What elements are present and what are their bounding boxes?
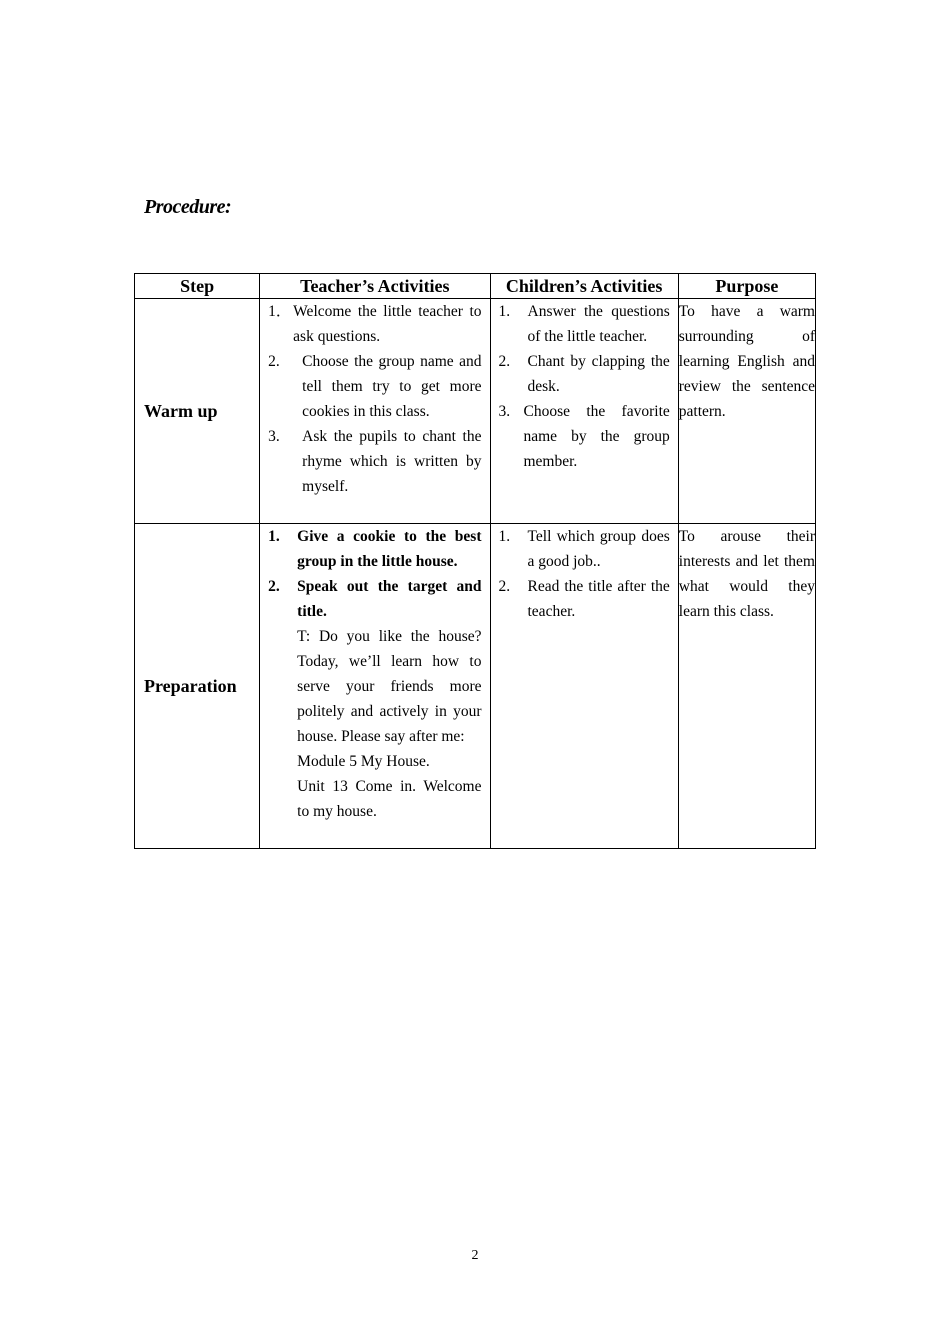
- step-preparation: Preparation: [135, 524, 260, 849]
- children-activities-cell: [490, 299, 678, 524]
- list-item: 2. Choose the group name and tell them try to get more cookies in this class.: [268, 353, 482, 420]
- procedure-heading: Procedure:: [144, 196, 232, 218]
- page-number: 2: [471, 1248, 479, 1263]
- list-item: 1． Welcome the little teacher to ask questions.: [268, 303, 482, 345]
- header-children-activities: Children’s Activities: [490, 274, 678, 299]
- purpose-cell: To arouse their interests and let them what would they learn this class.: [678, 524, 815, 849]
- list-item: 1. Answer the questions of the little teacher.: [498, 303, 670, 345]
- table-row: [135, 524, 816, 849]
- teacher-note: T: Do you like the house? Today, we’ll learn how to serve your friends more politely and actively in your house. Please say after me:: [297, 628, 482, 745]
- list-item: 2. Speak out the target and title.: [268, 578, 482, 620]
- header-step: Step: [135, 274, 260, 299]
- header-teacher-activities: Teacher’s Activities: [260, 274, 490, 299]
- list-item: 3. Ask the pupils to chant the rhyme which is written by myself.: [268, 428, 482, 495]
- teacher-note: Unit 13 Come in. Welcome to my house.: [297, 778, 482, 820]
- header-purpose: Purpose: [678, 274, 815, 299]
- procedure-table: [134, 273, 816, 849]
- step-warm-up: Warm up: [135, 299, 260, 524]
- list-item: 3. Choose the favorite name by the group member.: [498, 403, 670, 470]
- children-activities-cell: [490, 524, 678, 849]
- table-header-row: [135, 274, 816, 299]
- list-item: 2. Chant by clapping the desk.: [498, 353, 670, 395]
- table-row: [135, 299, 816, 524]
- list-item: 1. Tell which group does a good job..: [498, 528, 670, 570]
- teacher-activities-cell: [260, 524, 490, 849]
- list-item: 1. Give a cookie to the best group in the little house.: [268, 528, 482, 570]
- purpose-cell: To have a warm surrounding of learning English and review the sentence pattern.: [678, 299, 815, 524]
- teacher-activities-cell: [260, 299, 490, 524]
- list-item: 2. Read the title after the teacher.: [498, 578, 670, 620]
- teacher-note: Module 5 My House.: [297, 753, 430, 770]
